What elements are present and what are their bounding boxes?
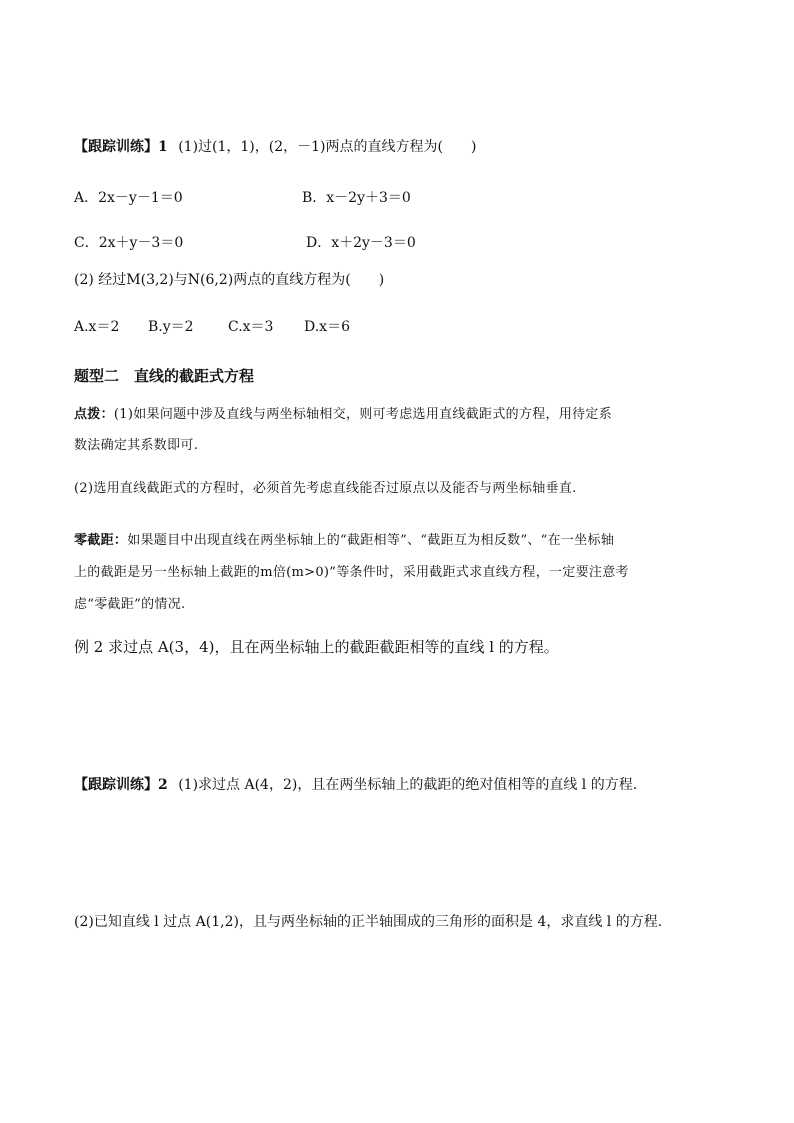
zero-label: 零截距：	[74, 533, 128, 548]
example2-text: 例 2 求过点 A(3，4)，且在两坐标轴上的截距截距相等的直线 l 的方程。	[74, 638, 559, 656]
training2-label: 【跟踪训练】2	[74, 777, 168, 793]
training1-q1-text: (1)过(1，1)，(2，－1)两点的直线方程为( )	[178, 139, 477, 155]
option-a: A．2x－y－1＝0	[74, 190, 183, 206]
option-c: C．2x＋y－3＝0	[74, 235, 184, 251]
q2-option-a: A.x＝2	[74, 319, 120, 335]
zero-line3: 虑“零截距”的情况.	[74, 597, 186, 612]
training1-question1	[74, 137, 476, 157]
training1-q2-text: (2) 经过M(3,2)与N(6,2)两点的直线方程为( )	[74, 272, 385, 288]
training2-question1	[74, 775, 637, 795]
tips-p1-line1: (1)如果问题中涉及直线与两坐标轴相交，则可考虑选用直线截距式的方程，用待定系	[113, 407, 613, 422]
tips-label: 点拨：	[74, 407, 114, 422]
option-b: B．x－2y＋3＝0	[302, 190, 411, 206]
zero-line2: 上的截距是另一坐标轴上截距的m倍(m>0)”等条件时，采用截距式求直线方程，一定要注意考	[74, 565, 629, 580]
training2-q2-text: (2)已知直线 l 过点 A(1,2)，且与两坐标轴的正半轴围成的三角形的面积是 4，求直线 l 的方程.	[74, 914, 663, 930]
zero-line1	[74, 531, 614, 551]
tips-p1-line2: 数法确定其系数即可.	[74, 438, 199, 453]
tips-line1	[74, 405, 612, 425]
training2-q1-text: (1)求过点 A(4，2)，且在两坐标轴上的截距的绝对值相等的直线 l 的方程.	[178, 777, 638, 793]
q2-option-d: D.x＝6	[304, 319, 350, 335]
option-d: D．x＋2y－3＝0	[306, 235, 416, 251]
zero-line1-text: 如果题目中出现直线在两坐标轴上的“截距相等”、“截距互为相反数”、“在一坐标轴	[127, 533, 615, 548]
section-title: 题型二 直线的截距式方程	[74, 367, 255, 385]
tips-p2: (2)选用直线截距式的方程时，必须首先考虑直线能否过原点以及能否与两坐标轴垂直.	[74, 481, 577, 496]
q2-option-c: C.x＝3	[228, 319, 274, 335]
q2-option-b: B.y＝2	[148, 319, 194, 335]
training1-label: 【跟踪训练】1	[74, 139, 168, 155]
